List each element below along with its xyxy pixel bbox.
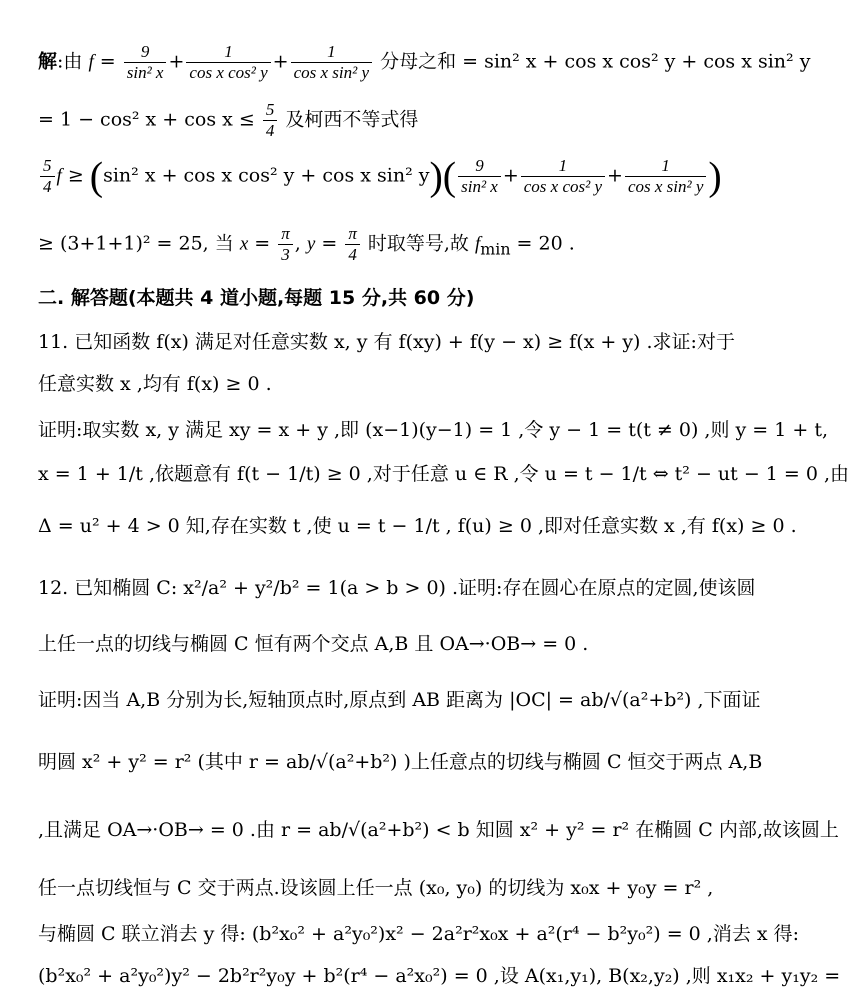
proof-12-line-2: 明圆 x² + y² = r² (其中 r = ab/√(a²+b²) )上任意点的切线与椭圆 C 恒交于两点 A,B	[38, 751, 763, 773]
solution-line-4: ≥ (3+1+1)² = 25, 当 x = $\frac{\pi}{3}$ , y = $\frac{\pi}{4}$ 时取等号,故 $f_{min} = 20$ .	[38, 224, 575, 264]
section-heading: 二. 解答题(本题共 4 道小题,每题 15 分,共 60 分)	[38, 287, 475, 309]
proof-12-line-1: 证明:因当 A,B 分别为长,短轴顶点时,原点到 AB 距离为 |OC| = ab/√(a²+b²) ,下面证	[38, 689, 761, 711]
problem-12-cont: 上任一点的切线与椭圆 C 恒有两个交点 A,B 且 OA→·OB→ = 0 .	[38, 633, 589, 655]
problem-12: 12. 已知椭圆 C: x²/a² + y²/b² = 1(a > b > 0) .证明:存在圆心在原点的定圆,使该圆	[38, 577, 756, 599]
proof-11-line-1: 证明:取实数 x, y 满足 xy = x + y ,即 (x−1)(y−1) = 1 ,令 y − 1 = t(t ≠ 0) ,则 y = 1 + t,	[38, 419, 829, 441]
solution-line-2: = 1 − cos² x + cos x ≤ $\frac{5}{4}$ 及柯西不等式得	[38, 100, 419, 140]
problem-11: 11. 已知函数 f(x) 满足对任意实数 x, y 有 f(xy) + f(y − x) ≥ f(x + y) .求证:对于	[38, 331, 735, 353]
proof-12-line-4: 任一点切线恒与 C 交于两点.设该圆上任一点 (x₀, y₀) 的切线为 x₀x + y₀y = r² ,	[38, 877, 714, 899]
solution-line-3: $\frac{5}{4}$ f ≥ (sin² x + cos x cos² y + cos x sin² y)( $\frac{9}{\text{sin² x}}$ + $\frac{1}{\text{cos x cos² y}}$ + $\frac{1}{\text{cos x sin² y}}$ )	[38, 156, 718, 197]
problem-11-cont: 任意实数 x ,均有 f(x) ≥ 0 .	[38, 373, 272, 395]
proof-12-line-6: (b²x₀² + a²y₀²)y² − 2b²r²y₀y + b²(r⁴ − a²x₀²) = 0 ,设 A(x₁,y₁), B(x₂,y₂) ,则 x₁x₂ + y₁y₂ =	[38, 965, 841, 987]
solution-line-1: 解:由 f = $\frac{9}{\text{sin² x}}$ + $\frac{1}{\text{cos x cos² y}}$ + $\frac{1}{\text{cos x sin² y}}$ 分母之和 = sin² x + cos x cos² y + cos x sin² y	[38, 42, 811, 82]
proof-12-line-3: ,且满足 OA→·OB→ = 0 .由 r = ab/√(a²+b²) < b 知圆 x² + y² = r² 在椭圆 C 内部,故该圆上	[38, 819, 839, 841]
proof-11-line-2: x = 1 + 1/t ,依题意有 f(t − 1/t) ≥ 0 ,对于任意 u ∈ R ,令 u = t − 1/t ⇔ t² − ut − 1 = 0 ,由	[38, 463, 849, 485]
proof-12-line-5: 与椭圆 C 联立消去 y 得: (b²x₀² + a²y₀²)x² − 2a²r²x₀x + a²(r⁴ − b²y₀²) = 0 ,消去 x 得:	[38, 923, 800, 945]
proof-11-line-3: Δ = u² + 4 > 0 知,存在实数 t ,使 u = t − 1/t , f(u) ≥ 0 ,即对任意实数 x ,有 f(x) ≥ 0 .	[38, 515, 797, 537]
